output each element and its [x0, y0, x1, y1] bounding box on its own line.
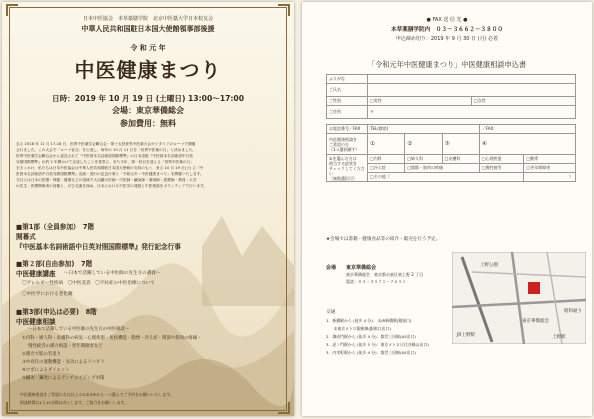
part1-sub: 開幕式 [16, 233, 36, 241]
symptom-checkbox[interactable]: □皮膚科 [442, 155, 479, 164]
venue-label: 会場 [326, 265, 337, 271]
fax-input[interactable]: ／FAX: [479, 125, 575, 134]
option-1[interactable]: ① [368, 134, 405, 155]
application-form-table-2 [326, 124, 576, 182]
page-title: 中医健康まつり [74, 58, 222, 82]
part3-item: ～日本で活躍している中医師の先生方の中医相談～ [28, 327, 129, 332]
intro-line: の先生・医療関係者の皆様と、ぜひ交流を深め、日本における中医学の発展と中医相談をボランティアで行います。 [16, 184, 208, 188]
intro-line: 当日には日本の医療・保健・健康などの領域で大活躍の医師・中医師・鍼灸師・薬剤師・看護師・教員・大学 [16, 178, 197, 182]
deadline: 申込締め切り：2019 年 9 月 30 日 (月) 必着 [395, 36, 499, 42]
fax-number: 本草薬膳学院内 ０３－３６６２－３８００ [391, 27, 503, 33]
field-label: ご住所 [327, 106, 368, 119]
name-input[interactable] [368, 84, 576, 97]
part1-item: 『中医基本名詞術語中日英対照国際標準』発行記念行事 [16, 243, 181, 251]
application-form-table [326, 74, 576, 119]
symptom-other-close: ） [524, 173, 576, 182]
furigana-input[interactable] [368, 75, 576, 84]
event-fee: 参加費用：無料 [120, 119, 176, 128]
part3-item: ⑤鍼灸・鍼灸によるアンチエイジング対策 [22, 376, 105, 381]
field-label: ご氏名 [327, 84, 368, 97]
part2-sub: 中医健康講座 [16, 270, 56, 278]
intro-line: 去る 2018 年 11 月 17-18 日、世界中医薬学会聯合会・第十五回世界中医薬大会がイタリアのローマで開催 [16, 142, 196, 146]
symptom-other[interactable]: □その他（ [368, 173, 524, 182]
access-line: 2．御成門駅から (徒歩 4 分)：都営三田線(A5出口) [326, 334, 416, 339]
corner-ornament [278, 402, 290, 414]
symptom-label: ①を選んだ方は 相当する症状を チェックしてください （複数選択可） [327, 155, 368, 182]
access-line: 1．新橋駅から (徒歩 4 分)： ①JR新橋駅(銀座口) [326, 318, 412, 323]
option-3[interactable]: ③ [442, 134, 479, 155]
symptom-checkbox[interactable]: □動悸 [524, 155, 576, 164]
part2-item: 〇アレルギー性疾病 〇中医美容 〇不妊症の中医治療について [22, 281, 155, 286]
access-line: 3．虎ノ門駅から (徒歩 5 分)：東京メトロ日比谷線(2出口) [326, 342, 429, 347]
field-label: お電話番号／FAX [327, 125, 368, 134]
option-2[interactable]: ② [405, 134, 442, 155]
female-checkbox[interactable]: □女性 [472, 97, 576, 106]
symptom-checkbox[interactable]: □冷え症 [368, 164, 405, 173]
part3-item: ②漢方で肌の若返り [22, 352, 62, 357]
note-line: 相談時間は1人15分間以内とします、ご協力をお願いします。 [20, 400, 128, 405]
venue-name: 東京華僑総会 [346, 265, 377, 271]
map-label: 上野公園 [480, 263, 498, 268]
venue-phone: 電話：０３－３５７１－７６５１ [346, 279, 406, 284]
part3-heading: ■第3部(申込は必要) 8階 [16, 308, 97, 316]
venue-marker [528, 282, 540, 294]
venue-map [452, 252, 586, 344]
part3-sub: 中医健康相談 [16, 318, 56, 326]
era-label: 令 和 元 年 [130, 44, 166, 52]
form-title: 「令和元年中医健康まつり」中医健康相談申込書 [367, 60, 527, 69]
symptom-checkbox[interactable]: □内科 [368, 155, 405, 164]
access-label: 交通 [326, 310, 336, 315]
symptom-checkbox[interactable]: □慢性疲労 [479, 164, 523, 173]
corner-ornament [6, 402, 18, 414]
intro-line: 世界中医薬学会聯合会から委託されて『中医基本名詞術語国際標準』の日本語版『中医基本名詞術語中日英 [16, 154, 193, 158]
symptom-checkbox[interactable]: □関節・筋肉の疼痛 [405, 164, 480, 173]
intro-line: されました。この大会で「ローマ宣言」を公表し、毎年の 10 月 11 日を「世界中医薬の日」と決めました。 [16, 148, 197, 152]
part3-item: ①内科・婦人科・皮膚科の病気・心理疾患・免疫機能・動悸・冷え症・関節や筋肉の疼痛・ [22, 336, 202, 341]
symptom-checkbox[interactable]: □心理疾患 [479, 155, 523, 164]
fax-header: ● FAX 送 信 先 ● [426, 17, 468, 23]
event-venue: 会場：東京華僑総会 [112, 106, 184, 115]
flyer-front-page [2, 2, 294, 416]
part3-item: ③中高年の運動機能・気功によるリハビリ [22, 360, 105, 365]
sponsor-line: 中華人民共和国駐日本国大使館領事部後援 [81, 25, 215, 33]
part2-item: 〇中医学における老化観 [22, 292, 73, 297]
theme-label: 中医健康相談を ご希望の方 （1つ選択願す） [327, 134, 368, 155]
tel-input[interactable]: TEL(携帯) [368, 125, 480, 134]
application-form-page [302, 2, 592, 416]
part3-item: 慢性疲労の漢方相談・更年期障害など [28, 344, 103, 349]
access-line: 3．内幸町駅から (徒歩 4 分)：都営三田線(A5出口) [326, 350, 416, 355]
map-label: 昭和通り [564, 309, 582, 314]
field-label: ご性別 [327, 97, 368, 106]
male-checkbox[interactable]: □男性 [368, 97, 472, 106]
intro-line: 医基本名詞術語中日英対照国際標準』出版・発行の記念行事と「令和元年・中医健康まつり」を開催いたします。 [16, 172, 204, 176]
address-input[interactable]: 〒 [368, 106, 576, 119]
event-date: 日時：2019 年 10 月 19 日 (土曜日) 13:00～17:00 [52, 94, 244, 103]
map-label: JR上野駅 [457, 333, 475, 338]
intro-line: をきっかけ、私たちは日本中医協会は中華人民共和国駐日本国大使館の支持のもと、来る 10 月 19 日(土) に『中 [16, 166, 204, 170]
symptom-checkbox[interactable]: □婦人科 [405, 155, 442, 164]
part2-item: ～日本で活躍している中医師の先生方の講義～ [64, 271, 161, 276]
intro-paragraph [16, 141, 282, 189]
venue-address: 東京華僑総会 東京都台東区東上野 2 丁目 [346, 272, 424, 277]
option-4[interactable]: ④ [479, 134, 575, 155]
access-line: ②東京メトロ銀座線(銀座口出口) [326, 326, 391, 331]
access-list [326, 317, 429, 357]
intro-line: 対照国際標準』が約 2 年間かけて完成したことを背景に、また今年、第一回目を迎える「世界中医薬の日」 [16, 160, 194, 164]
part2-heading: ■第２部(自由参加) 7階 [16, 260, 93, 268]
part3-item: ④ツボによるダイエット [22, 368, 70, 373]
map-label: 東京華僑総会 [522, 319, 549, 324]
note-line: 中医健康相談をご希望の方は以上の①②③④から一つ選んでご予約をお願いいたします。 [20, 392, 174, 397]
map-label: 上野駅 [552, 335, 566, 340]
symptom-checkbox[interactable]: □更年期障害 [524, 164, 576, 173]
field-label: ふりがな [327, 75, 368, 84]
organizers-line: 日本中医協会 本草薬膳学院 北京中医薬大学日本校友会 [82, 16, 213, 22]
sales-notice: ★会場では書籍・健康食品等の紹介・販売を行う予定。 [326, 237, 441, 242]
part1-heading: ■第1部（全員参加） 7階 [16, 223, 95, 231]
